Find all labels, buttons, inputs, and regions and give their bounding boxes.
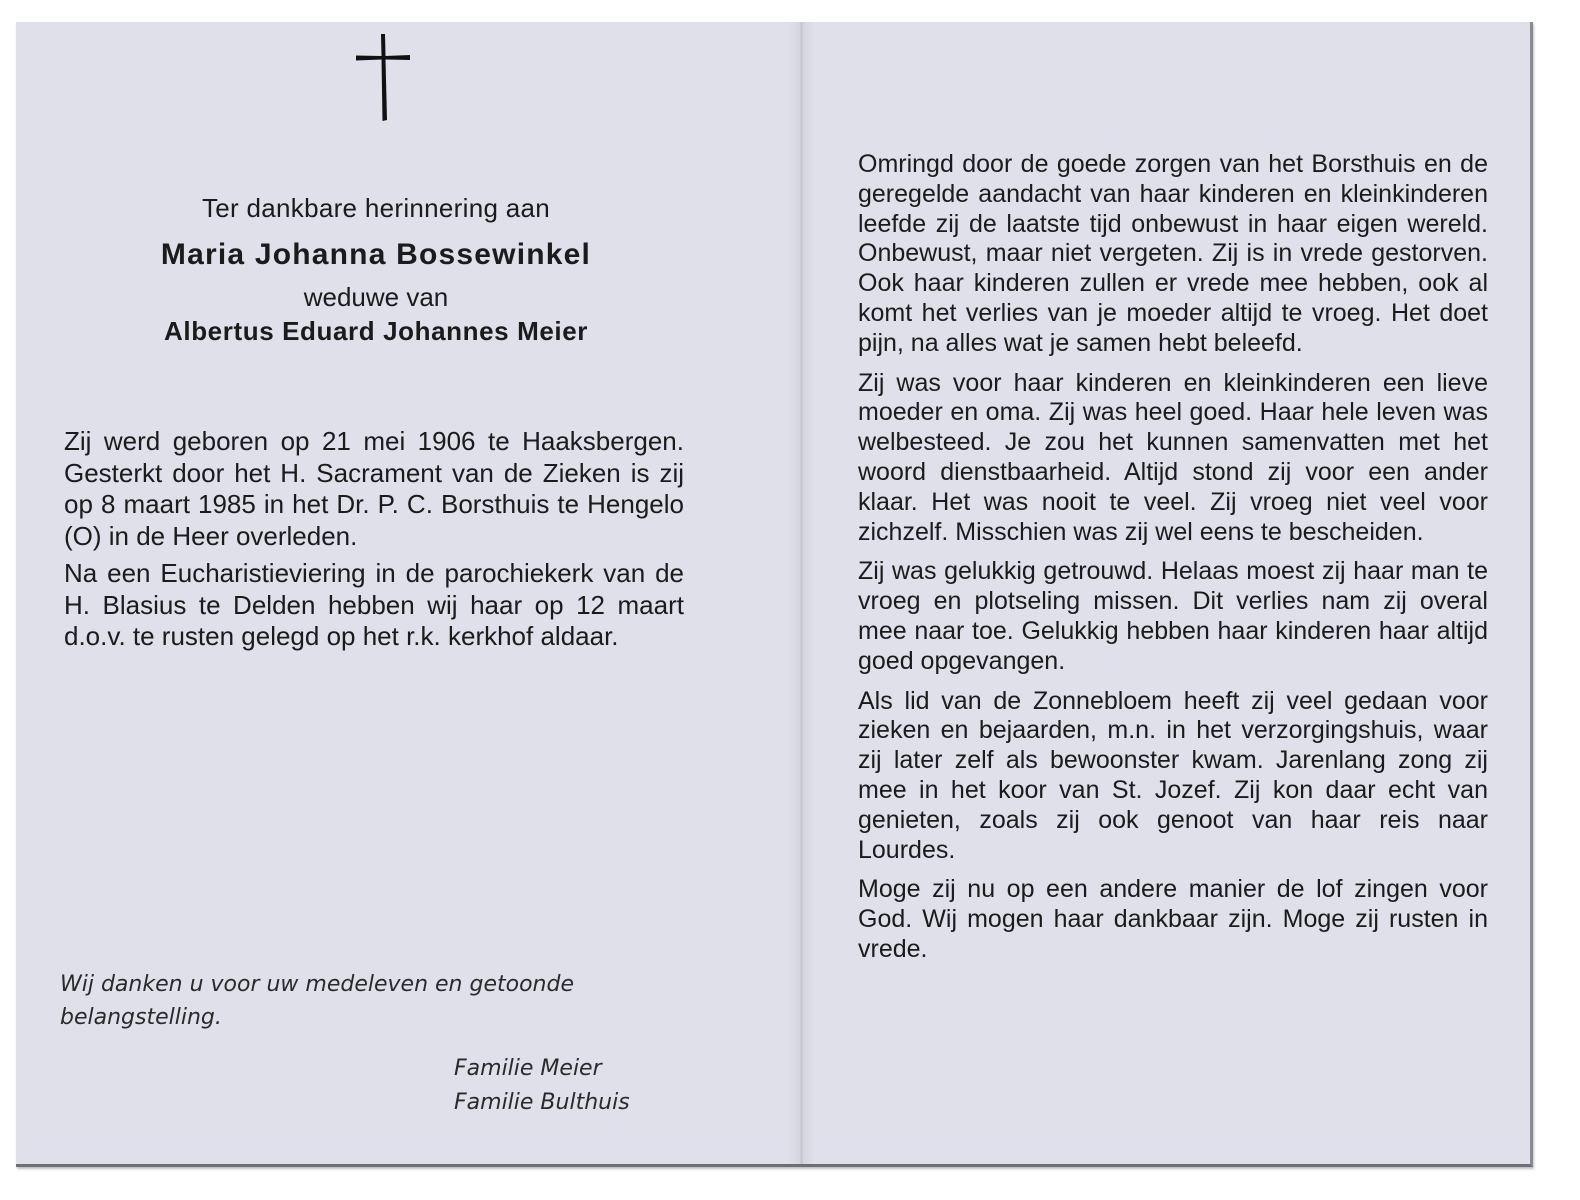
card-fold (788, 22, 814, 1164)
thanks-message: Wij danken u voor uw medeleven en getoonde belangstelling. (60, 972, 574, 1030)
memoir-paragraph: Moge zij nu op een andere manier de lof zingen voor God. Wij mogen haar dankbaar zijn. Moge zij rusten in vrede. (858, 875, 1488, 963)
left-panel (16, 22, 788, 1164)
cross-icon (354, 32, 412, 122)
bio-paragraph: Zij werd geboren op 21 mei 1906 te Haaksbergen. Gesterkt door het H. Sacrament van de Zieken is zij op 8 maart 1985 in het Dr. P. C. Borsthuis te Hengelo (O) in de Heer overleden. (64, 426, 684, 551)
relation-line: weduwe van (303, 282, 449, 312)
signature-line: Familie Meier (454, 1056, 602, 1081)
spouse-name: Albertus Eduard Johannes Meier (164, 316, 588, 346)
deceased-name: Maria Johanna Bossewinkel (160, 238, 592, 271)
memorial-card (16, 22, 1533, 1167)
signature-line: Familie Bulthuis (454, 1090, 630, 1115)
signature-block (454, 1052, 714, 1120)
dedication (56, 190, 696, 348)
memoir-paragraph: Omringd door de goede zorgen van het Borsthuis en de geregelde aandacht van haar kinderen en kleinkinderen leefde zij de laatste tijd onbewust in haar eigen wereld. Onbewust, maar niet vergeten. Zij is in vrede gestorven. Ook haar kinderen zullen er vrede mee hebben, ook al komt het verlies van je moeder altijd te vroeg. Het doet pijn, na alles wat je samen hebt beleefd. (858, 150, 1488, 357)
bio-paragraph: Na een Eucharistieviering in de parochiekerk van de H. Blasius te Delden hebben wij haar op 12 maart d.o.v. te rusten gelegd op het r.k. kerkhof aldaar. (64, 558, 684, 651)
memoir-text (858, 150, 1488, 975)
memoir-paragraph: Zij was voor haar kinderen en kleinkinderen een lieve moeder en oma. Zij was heel goed. Haar hele leven was welbesteed. Je zou het kunnen samenvatten met het woord dienstbaarheid. Altijd stond zij voor een ander klaar. Het was nooit te veel. Zij vroeg niet veel voor zichzelf. Misschien was zij wel eens te bescheiden. (858, 368, 1488, 546)
intro-line: Ter dankbare herinnering aan (201, 193, 551, 223)
biography (64, 426, 684, 659)
memoir-paragraph: Als lid van de Zonnebloem heeft zij veel gedaan voor zieken en bejaarden, m.n. in het verzorgingshuis, waar zij later zelf als bewoonster kwam. Jarenlang zong zij mee in het koor van St. Jozef. Zij kon daar echt van genieten, zoals zij ook genoot van haar reis naar Lourdes. (858, 686, 1488, 864)
memoir-paragraph: Zij was gelukkig getrouwd. Helaas moest zij haar man te vroeg en plotseling missen. Dit verlies nam zij overal mee naar toe. Gelukkig hebben haar kinderen haar altijd goed opgevangen. (858, 557, 1488, 675)
right-panel (814, 22, 1530, 1164)
